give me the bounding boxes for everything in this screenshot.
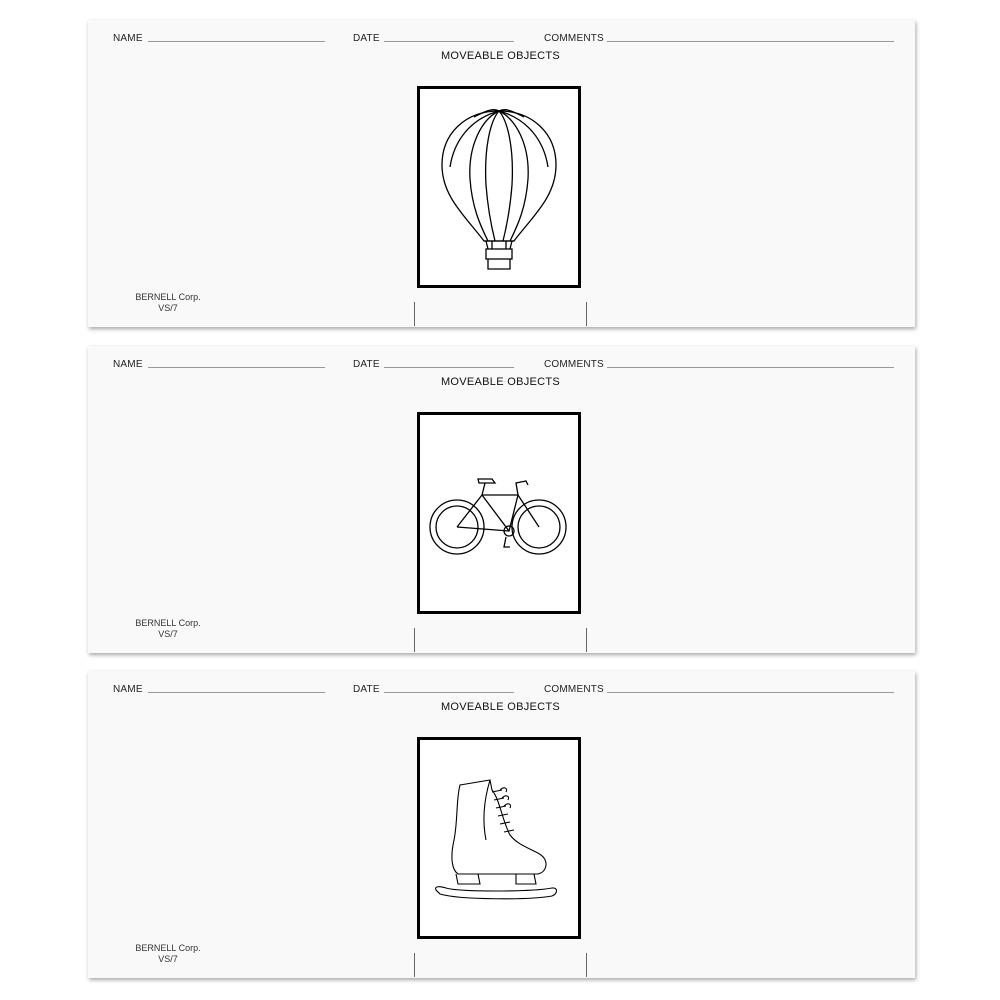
date-line[interactable] — [384, 367, 514, 368]
publisher-info — [128, 618, 208, 640]
card-title: MOVEABLE OBJECTS — [440, 50, 561, 62]
date-label: DATE — [353, 359, 380, 370]
name-line[interactable] — [148, 41, 325, 42]
name-label: NAME — [113, 684, 143, 695]
fold-mark-left — [414, 302, 415, 326]
comments-label: COMMENTS — [544, 359, 604, 370]
name-line[interactable] — [148, 692, 325, 693]
date-line[interactable] — [384, 692, 514, 693]
ice-skate-icon — [420, 740, 578, 936]
fold-mark-right — [586, 628, 587, 652]
comments-label: COMMENTS — [544, 684, 604, 695]
publisher-name: BERNELL Corp. — [135, 618, 201, 628]
date-label: DATE — [353, 684, 380, 695]
fold-mark-right — [586, 302, 587, 326]
date-line[interactable] — [384, 41, 514, 42]
hot-air-balloon-icon — [420, 89, 578, 285]
worksheet-card-bicycle — [88, 346, 915, 653]
comments-line[interactable] — [607, 41, 894, 42]
publisher-name: BERNELL Corp. — [135, 943, 201, 953]
comments-label: COMMENTS — [544, 33, 604, 44]
comments-line[interactable] — [607, 692, 894, 693]
fold-mark-right — [586, 953, 587, 977]
bicycle-icon — [420, 415, 578, 611]
worksheet-card-ice-skate — [88, 671, 915, 978]
fold-mark-left — [414, 953, 415, 977]
publisher-info — [128, 943, 208, 965]
name-label: NAME — [113, 33, 143, 44]
fold-mark-left — [414, 628, 415, 652]
card-title: MOVEABLE OBJECTS — [440, 376, 561, 388]
picture-frame — [417, 86, 581, 288]
card-title: MOVEABLE OBJECTS — [440, 701, 561, 713]
publisher-code: VS/7 — [158, 303, 178, 313]
date-label: DATE — [353, 33, 380, 44]
publisher-code: VS/7 — [158, 629, 178, 639]
publisher-info — [128, 292, 208, 314]
publisher-code: VS/7 — [158, 954, 178, 964]
picture-frame — [417, 737, 581, 939]
name-line[interactable] — [148, 367, 325, 368]
comments-line[interactable] — [607, 367, 894, 368]
name-label: NAME — [113, 359, 143, 370]
publisher-name: BERNELL Corp. — [135, 292, 201, 302]
worksheet-card-balloon — [88, 20, 915, 327]
picture-frame — [417, 412, 581, 614]
